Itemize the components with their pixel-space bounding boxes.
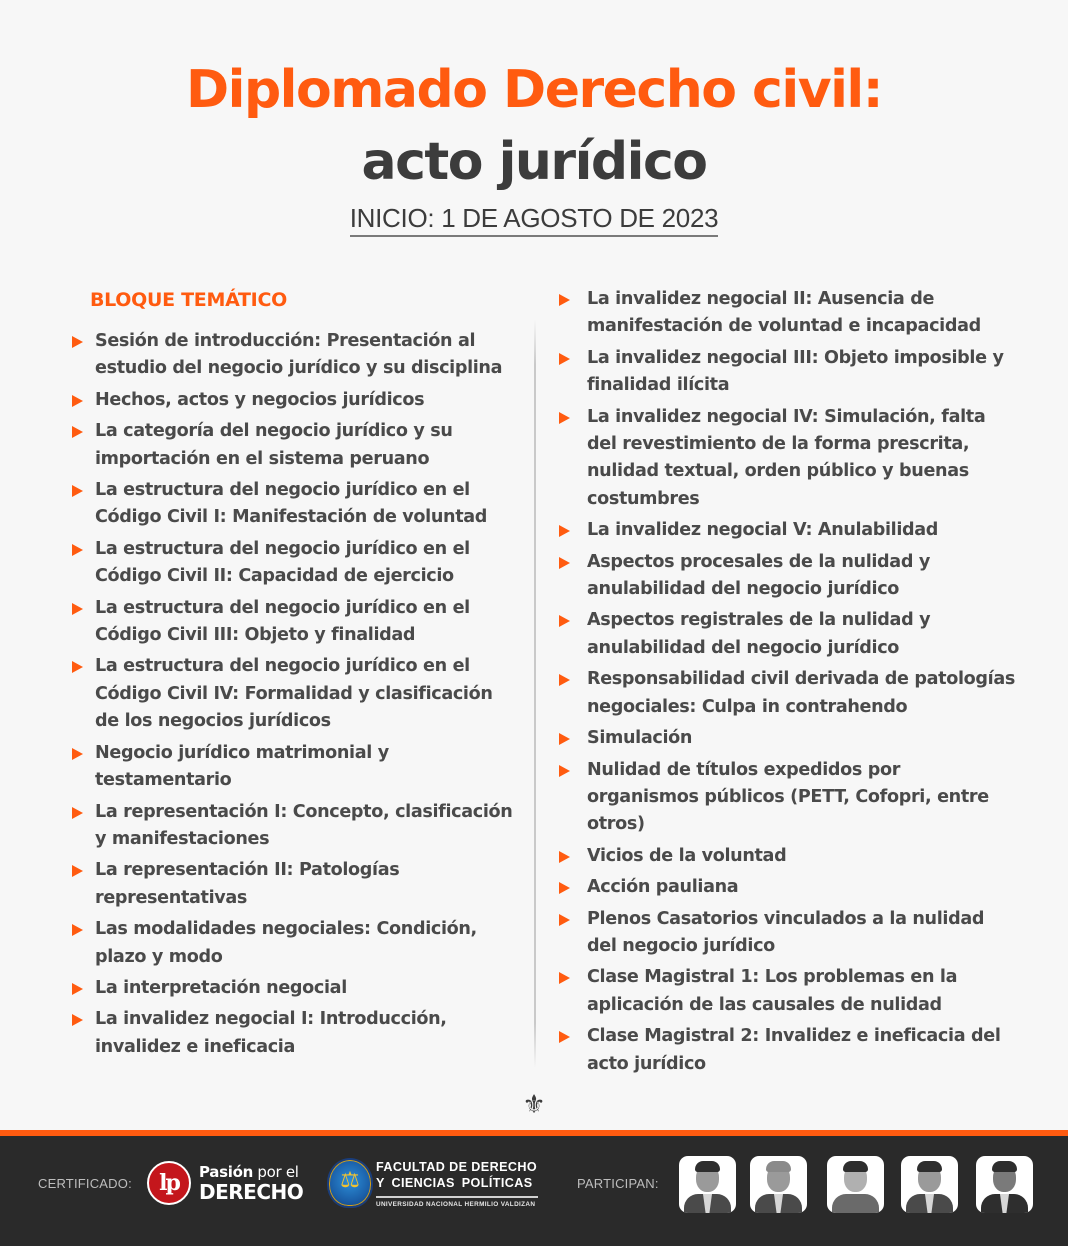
certified-label: CERTIFICADO: (38, 1176, 132, 1191)
topic-text: Responsabilidad civil derivada de patologías negociales: Culpa in contrahendo (587, 669, 1015, 717)
avatar (750, 1156, 807, 1213)
list-item (556, 906, 1016, 961)
page-subtitle: acto jurídico (361, 132, 707, 192)
topic-text: Vicios de la voluntad (587, 845, 787, 866)
triangle-bullet-icon (72, 807, 83, 819)
avatar-hair-icon (695, 1161, 720, 1172)
avatar-body-icon (832, 1194, 879, 1213)
list-item (556, 874, 1016, 901)
faculty-divider (376, 1196, 538, 1198)
list-item (68, 740, 518, 795)
lp-wordmark-regular: por el (252, 1163, 299, 1181)
list-item (556, 964, 1016, 1019)
triangle-bullet-icon (72, 426, 83, 438)
topic-text: La representación II: Patologías representativas (95, 860, 400, 908)
avatar (976, 1156, 1033, 1213)
list-item (68, 418, 518, 473)
topic-text: La estructura del negocio jurídico en el Código Civil II: Capacidad de ejercicio (95, 538, 470, 587)
list-item (556, 549, 1016, 604)
topic-list-right (556, 286, 1016, 1082)
triangle-bullet-icon (559, 1031, 570, 1043)
triangle-bullet-icon (72, 485, 83, 497)
topic-text: La categoría del negocio jurídico y su importación en el sistema peruano (95, 421, 453, 469)
triangle-bullet-icon (72, 924, 83, 936)
triangle-bullet-icon (559, 412, 570, 424)
list-item (68, 595, 518, 650)
triangle-bullet-icon (559, 353, 570, 365)
avatar-hair-icon (766, 1161, 791, 1172)
list-item (68, 975, 518, 1002)
topic-text: La estructura del negocio jurídico en el Código Civil I: Manifestación de voluntad (95, 480, 488, 528)
list-item (556, 725, 1016, 752)
avatar (679, 1156, 736, 1213)
triangle-bullet-icon (559, 851, 570, 863)
avatar (901, 1156, 958, 1213)
topic-text: La invalidez negocial IV: Simulación, falta del revestimiento de la forma prescrita, nulidad textual, orden público y buenas costumbres (587, 406, 986, 509)
list-item (556, 404, 1016, 514)
lp-wordmark-line2: DERECHO (199, 1180, 304, 1204)
triangle-bullet-icon (559, 294, 570, 306)
list-item (556, 607, 1016, 662)
faculty-line2: Y CIENCIAS POLÍTICAS (376, 1175, 533, 1190)
lp-wordmark-bold: Pasión (199, 1163, 253, 1181)
list-item (556, 757, 1016, 839)
topic-text: La invalidez negocial II: Ausencia de manifestación de voluntad e incapacidad (587, 289, 981, 337)
avatar-hair-icon (992, 1161, 1017, 1172)
topic-text: Acción pauliana (587, 877, 739, 898)
fleur-de-lis-icon: ⚜ (522, 1090, 546, 1120)
topic-text: Plenos Casatorios vinculados a la nulidad del negocio jurídico (587, 908, 985, 956)
topic-text: Clase Magistral 2: Invalidez e ineficacia del acto jurídico (587, 1026, 1001, 1074)
university-name: UNIVERSIDAD NACIONAL HERMILIO VALDIZAN (376, 1201, 536, 1208)
topic-text: La interpretación negocial (95, 977, 347, 998)
triangle-bullet-icon (72, 395, 83, 407)
scales-of-justice-icon: ⚖ (340, 1168, 360, 1193)
triangle-bullet-icon (559, 674, 570, 686)
topic-text: Aspectos registrales de la nulidad y anulabilidad del negocio jurídico (587, 610, 931, 658)
triangle-bullet-icon (72, 661, 83, 673)
triangle-bullet-icon (72, 1014, 83, 1026)
list-item (556, 843, 1016, 870)
topic-text: La invalidez negocial III: Objeto imposible y finalidad ilícita (587, 347, 1004, 396)
participants-label: PARTICIPAN: (577, 1176, 659, 1191)
triangle-bullet-icon (559, 615, 570, 627)
pasion-por-el-derecho-wordmark (199, 1164, 303, 1203)
triangle-bullet-icon (72, 336, 83, 348)
topic-text: La invalidez negocial V: Anulabilidad (587, 520, 939, 541)
list-item (68, 328, 518, 383)
list-item (68, 1006, 518, 1061)
list-item (68, 387, 518, 414)
triangle-bullet-icon (559, 525, 570, 537)
triangle-bullet-icon (72, 865, 83, 877)
triangle-bullet-icon (559, 557, 570, 569)
pasion-por-el-derecho-logo-icon: lp (147, 1161, 191, 1205)
list-item (68, 653, 518, 735)
topic-text: Hechos, actos y negocios jurídicos (95, 389, 425, 410)
avatar (827, 1156, 884, 1213)
triangle-bullet-icon (72, 983, 83, 995)
topic-text: Aspectos procesales de la nulidad y anulabilidad del negocio jurídico (587, 551, 930, 600)
list-item (68, 857, 518, 912)
topic-text: La invalidez negocial I: Introducción, invalidez e ineficacia (95, 1009, 447, 1057)
topic-text: Las modalidades negociales: Condición, plazo y modo (95, 919, 477, 967)
topic-text: Clase Magistral 1: Los problemas en la aplicación de las causales de nulidad (587, 967, 958, 1015)
header (0, 55, 1068, 237)
topic-text: Sesión de introducción: Presentación al estudio del negocio jurídico y su disciplina (95, 331, 503, 379)
triangle-bullet-icon (72, 544, 83, 556)
list-item (556, 286, 1016, 341)
triangle-bullet-icon (72, 603, 83, 615)
topic-text: Nulidad de títulos expedidos por organismos públicos (PETT, Cofopri, entre otros) (587, 759, 989, 835)
topic-text: La estructura del negocio jurídico en el Código Civil IV: Formalidad y clasificación de los negocios jurídicos (95, 656, 493, 732)
faculty-seal-icon (327, 1158, 373, 1208)
column-divider (534, 320, 536, 1068)
topic-text: Simulación (587, 728, 693, 749)
faculty-wordmark (376, 1160, 538, 1209)
triangle-bullet-icon (559, 882, 570, 894)
triangle-bullet-icon (559, 972, 570, 984)
start-date: INICIO: 1 DE AGOSTO DE 2023 (350, 203, 719, 237)
section-title: BLOQUE TEMÁTICO (90, 289, 287, 311)
list-item (556, 666, 1016, 721)
triangle-bullet-icon (559, 765, 570, 777)
topic-list-left (68, 328, 518, 1065)
triangle-bullet-icon (559, 733, 570, 745)
list-item (68, 536, 518, 591)
topic-text: La estructura del negocio jurídico en el Código Civil III: Objeto y finalidad (95, 597, 470, 646)
list-item (68, 799, 518, 854)
list-item (556, 517, 1016, 544)
list-item (68, 477, 518, 532)
page-title: Diplomado Derecho civil: (185, 60, 883, 120)
avatar-hair-icon (843, 1161, 868, 1172)
faculty-line1: FACULTAD DE DERECHO (376, 1160, 538, 1174)
list-item (556, 1023, 1016, 1078)
triangle-bullet-icon (72, 748, 83, 760)
topic-text: La representación I: Concepto, clasificación y manifestaciones (95, 801, 513, 849)
triangle-bullet-icon (559, 914, 570, 926)
avatar-hair-icon (917, 1161, 942, 1172)
list-item (556, 345, 1016, 400)
list-item (68, 916, 518, 971)
topic-text: Negocio jurídico matrimonial y testamentario (95, 742, 389, 791)
